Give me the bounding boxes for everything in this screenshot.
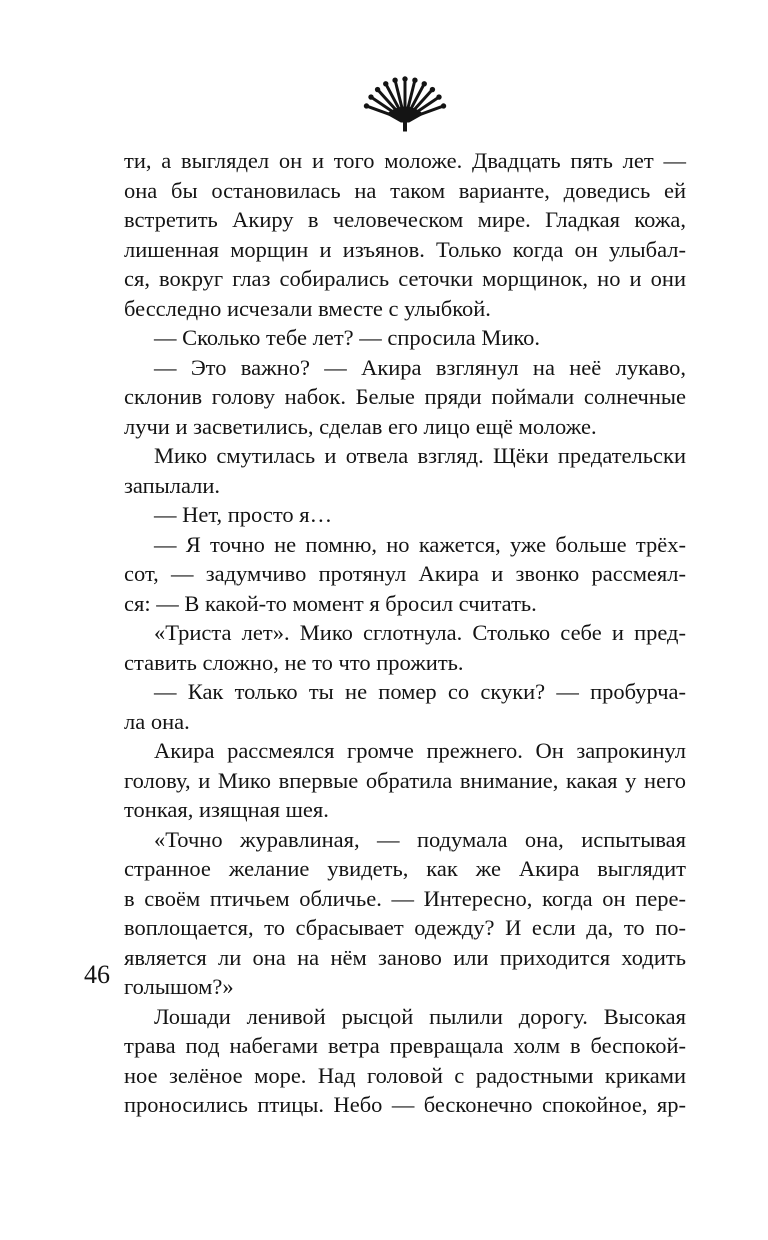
text-line: лишенная морщин и изъянов. Только когда он улыбал- [124,236,686,262]
text-line: запылали. [124,472,221,498]
text-line: Акира рассмеялся громче прежнего. Он запрокинул [154,738,686,763]
fan-rib-tip [422,82,426,86]
page-number: 46 [84,960,110,989]
fan-rib-tip [437,95,441,99]
text-line: странное желание увидеть, как же Акира выглядит [124,856,686,881]
text-line: ся, вокруг глаз собирались сеточки морщинок, но и они [124,266,686,291]
text-line: лучи и засветились, сделав его лицо ещё моложе. [124,413,597,439]
book-text [124,146,686,1120]
fan-rib-tip [364,104,368,108]
text-line: ставить сложно, не то что прожить. [124,649,464,675]
text-line: Мико смутилась и отвела взгляд. Щёки предательски [154,443,686,468]
text-line: Лошади ленивой рысцой пылили дорогу. Высокая [154,1003,686,1029]
text-line: встретить Акиру в человеческом мире. Гладкая кожа, [124,207,686,232]
text-line: она бы остановилась на таком варианте, доведись ей [124,177,686,203]
text-line: сот, — задумчиво протянул Акира и звонко рассмеял- [124,561,686,586]
text-line: ное зелёное море. Над головой с радостными криками [124,1062,686,1088]
text-line: «Точно журавлиная, — подумала она, испытывая [154,826,686,852]
text-line: — Это важно? — Акира взглянул на неё лукаво, [154,354,686,380]
fan-rib-tip [369,95,373,99]
text-line: ла она. [124,708,190,734]
text-line: — Сколько тебе лет? — спросила Мико. [154,325,541,350]
text-line: воплощается, то сбрасывает одежду? И если да, то по- [124,915,686,940]
text-line: — Как только ты не помер со скуки? — пробурча- [154,679,686,704]
fan-rib-tip [430,87,434,91]
fan-rib-tip [441,104,445,108]
text-line: в своём птичьем обличье. — Интересно, когда он пере- [124,885,686,911]
folding-fan-icon [362,70,448,132]
fan-rib-tip [413,78,417,82]
text-line: — Я точно не помню, но кажется, уже больше трёх- [154,531,686,557]
text-line: проносились птицы. Небо — бесконечно спокойное, яр- [124,1092,686,1117]
text-line: «Триста лет». Мико сглотнула. Столько себе и пред- [154,620,686,645]
fan-rib-tip [384,82,388,86]
fan-rib-tip [375,87,379,91]
text-line: ти, а выглядел он и того моложе. Двадцать пять лет — [124,148,686,173]
text-line: является ли она на нём заново или приходится ходить [124,944,686,970]
text-line: ся: — В какой-то момент я бросил считать. [124,590,537,616]
fan-handle [404,122,407,131]
text-line: склонив голову набок. Белые пряди поймали солнечные [124,384,686,409]
text-line: бесследно исчезали вместе с улыбкой. [124,295,491,321]
text-line: тонкая, изящная шея. [124,797,329,822]
text-line: голову, и Мико впервые обратила внимание, какая у него [124,767,686,793]
fan-center [387,107,423,122]
text-line: голышом?» [124,974,234,999]
text-line: — Нет, просто я… [154,502,333,527]
fan-rib-tip [393,78,397,82]
fan-rib-tip [403,77,407,81]
text-line: трава под набегами ветра превращала холм в беспокой- [124,1033,686,1058]
